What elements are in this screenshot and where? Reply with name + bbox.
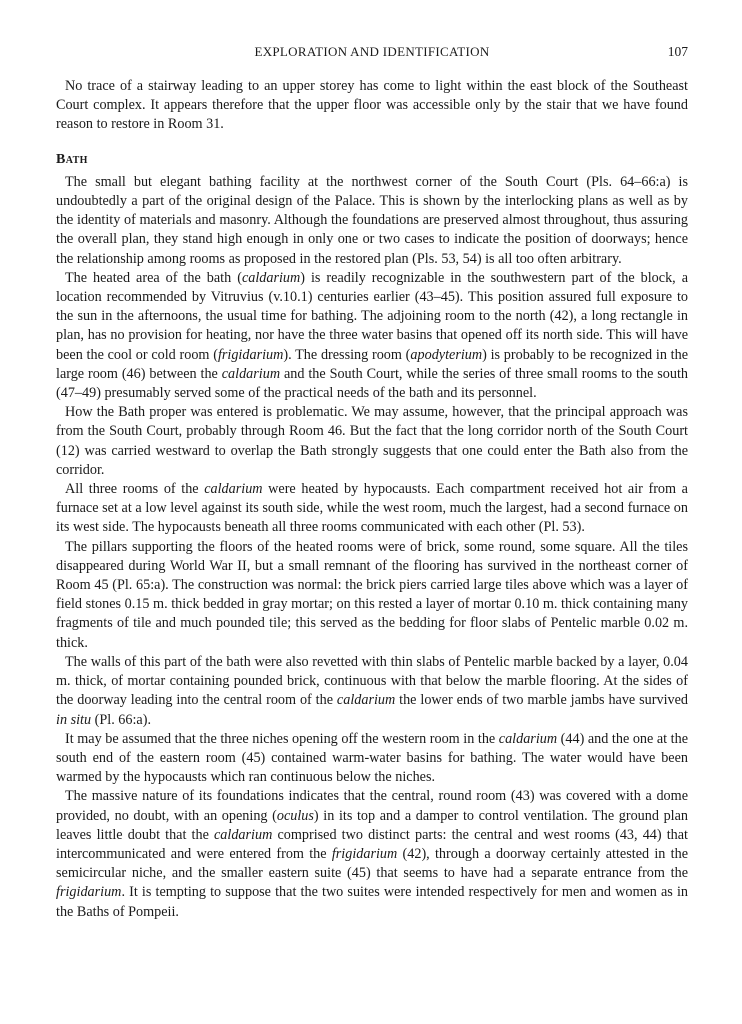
paragraph-8: The massive nature of its foundations indicates that the central, round room (43) was covered with a dome provided, no doubt, with an opening (oculus) in its top and a damper to control ventilation. The ground plan leaves little doubt that the caldarium comprised two distinct parts: the central and west rooms (43, 44) that intercommunicated and were entered from the frigidarium (42), through a doorway certainly attested in the semicircular niche, and the smaller eastern suite (45) that seems to have had a separate entrance from the frigidarium. It is tempting to suppose that the two suites were intended respectively for men and women as in the Baths of Pompeii. bbox=[56, 788, 688, 920]
intro-paragraph: No trace of a stairway leading to an upper storey has come to light within the east block of the Southeast Court complex. It appears therefore that the upper floor was accessible only by the stair that we have found reason to restore in Room 31. bbox=[56, 78, 688, 133]
paragraph-7: It may be assumed that the three niches opening off the western room in the caldarium (44) and the one at the south end of the eastern room (45) contained warm-water basins for bathing. The water would have been warmed by the hypocausts which ran continuous below the niches. bbox=[56, 730, 689, 786]
running-title: EXPLORATION AND IDENTIFICATION bbox=[254, 44, 490, 59]
running-head bbox=[56, 44, 688, 64]
paragraph-2: The heated area of the bath (caldarium) is readily recognizable in the southwestern part of the block, a location recommended by Vitruvius (v.10.1) centuries earlier (43–45). This position assured full exposure to the sun in the afternoons, the usual time for bathing. The adjoining room to the north (42), a long rectangle in plan, has no provision for heating, nor have the three water basins that opened off its north side. This will have been the cool or cold room (frigidarium). The dressing room (apodyterium) is probably to be recognized in the large room (46) between the caldarium and the South Court, while the series of three small rooms to the south (47–49) presumably served some of the practical needs of the bath and its personnel. bbox=[56, 269, 688, 402]
body-text bbox=[56, 77, 688, 922]
section-heading: Bath bbox=[56, 151, 88, 167]
paragraph-4: All three rooms of the caldarium were heated by hypocausts. Each compartment received hot air from a furnace set at a low level against its south side, while the west room, much the largest, had a second furnace on its west side. The hypocausts beneath all three rooms communicated with each other (Pl. 53). bbox=[56, 481, 688, 536]
paragraph-5: The pillars supporting the floors of the heated rooms were of brick, some round, some square. All the tiles disappeared during World War II, but a small remnant of the flooring has survived in the northeast corner of Room 45 (Pl. 65:a). The construction was normal: the brick piers carried large tiles above which was a layer of field stones 0.15 m. thick bedded in gray mortar; on this rested a layer of mortar 0.10 m. thick containing many fragments of tile and much pounded tile; this served as the bedding for floor slabs of Pentelic marble 0.02 m. thick. bbox=[56, 538, 688, 651]
paragraph-3: How the Bath proper was entered is problematic. We may assume, however, that the principal approach was from the South Court, probably through Room 46. But the fact that the long corridor north of the South Court (12) was carried westward to overlap the Bath strongly suggests that one could enter the Bath also from the corridor. bbox=[56, 404, 688, 478]
paragraph-1: The small but elegant bathing facility at the northwest corner of the South Court (Pls. 64–66:a) is undoubtedly a part of the original design of the Palace. This is shown by the interlocking plans as well as by the identity of materials and masonry. Although the foundations are preserved almost throughout, thus assuring the overall plan, they stand high enough in only one or two cases to indicate the position of doorways; hence the relationship among rooms as proposed in the restored plan (Pls. 53, 54) is all too often arbitrary. bbox=[56, 173, 688, 267]
paragraph-6: The walls of this part of the bath were also revetted with thin slabs of Pentelic marble backed by a layer, 0.04 m. thick, of mortar containing pounded brick, continuous with that below the marble flooring. At the sides of the doorway leading into the central room of the caldarium the lower ends of two marble jambs have survived in situ (Pl. 66:a). bbox=[56, 653, 688, 728]
page-number: 107 bbox=[667, 44, 688, 59]
